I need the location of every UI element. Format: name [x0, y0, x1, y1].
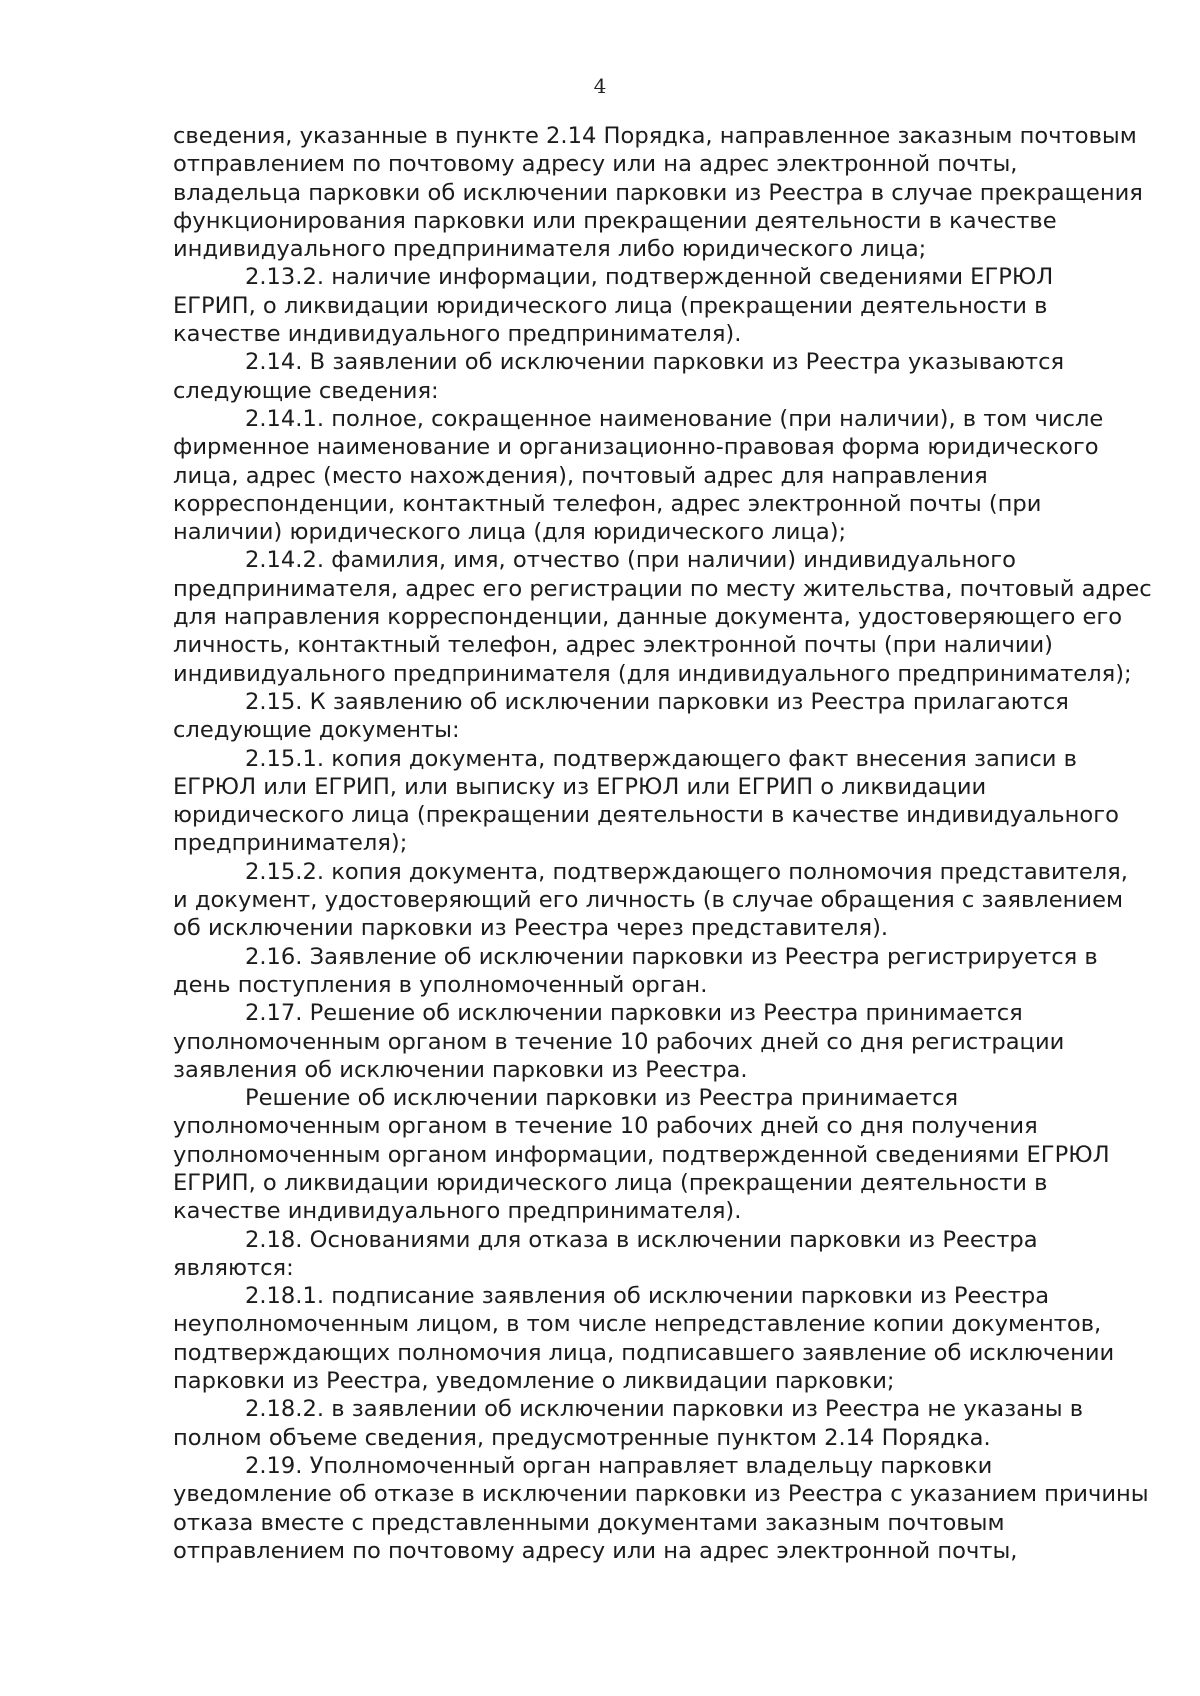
paragraph-2-14: 2.14. В заявлении об исключении парковки из Реестра указываются следующие сведения: — [173, 349, 1065, 404]
paragraph-2-14-1: 2.14.1. полное, сокращенное наименование (при наличии), в том числе фирменное наименование и организационно-правовая форма юридического лица, адрес (место нахождения), почтовый адрес для направления корреспонденции, контактный телефон, адрес электронной почты (при наличии) юридического лица (для юридического лица); — [173, 405, 1104, 546]
paragraph-2-13-2: 2.13.2. наличие информации, подтвержденной сведениями ЕГРЮЛ ЕГРИП, о ликвидации юридического лица (прекращении деятельности в качестве индивидуального предпринимателя). — [173, 264, 1054, 348]
document-body — [173, 122, 1155, 1565]
paragraph-2-15-2: 2.15.2. копия документа, подтверждающего полномочия представителя, и документ, удостоверяющий его личность (в случае обращения с заявлением об исключении парковки из Реестра через представителя). — [173, 858, 1128, 942]
paragraph-2-15-1: 2.15.1. копия документа, подтверждающего факт внесения записи в ЕГРЮЛ или ЕГРИП, или выписку из ЕГРЮЛ или ЕГРИП о ликвидации юридического лица (прекращении деятельности в качестве индивидуального предпринимателя); — [173, 745, 1119, 857]
paragraph-2-16: 2.16. Заявление об исключении парковки из Реестра регистрируется в день поступления в уполномоченный орган. — [173, 943, 1098, 998]
page-number: 4 — [593, 74, 607, 98]
paragraph-continuation: сведения, указанные в пункте 2.14 Порядка, направленное заказным почтовым отправлением по почтовому адресу или на адрес электронной почты, владельца парковки об исключении парковки из Реестра в случае прекращения функционирования парковки или прекращении деятельности в качестве индивидуального предпринимателя либо юридического лица; — [173, 123, 1143, 263]
paragraph-2-18: 2.18. Основаниями для отказа в исключении парковки из Реестра являются: — [173, 1226, 1038, 1281]
paragraph-2-14-2: 2.14.2. фамилия, имя, отчество (при наличии) индивидуального предпринимателя, адрес его регистрации по месту жительства, почтовый адрес для направления корреспонденции, данные документа, удостоверяющего его личность, контактный телефон, адрес электронной почты (при наличии) индивидуального предпринимателя (для индивидуального предпринимателя); — [173, 547, 1152, 687]
paragraph-2-15: 2.15. К заявлению об исключении парковки из Реестра прилагаются следующие документы: — [173, 688, 1069, 744]
paragraph-2-17: 2.17. Решение об исключении парковки из Реестра принимается уполномоченным органом в течение 10 рабочих дней со дня регистрации заявления об исключении парковки из Реестра. — [173, 1000, 1065, 1083]
paragraph-2-19: 2.19. Уполномоченный орган направляет владельцу парковки уведомление об отказе в исключении парковки из Реестра с указанием причины отказа вместе с представленными документами заказным почтовым отправлением по почтовому адресу или на адрес электронной почты, — [173, 1452, 1149, 1564]
paragraph-2-18-1: 2.18.1. подписание заявления об исключении парковки из Реестра неуполномоченным лицом, в том числе непредставление копии документов, подтверждающих полномочия лица, подписавшего заявление об исключении парковки из Реестра, уведомление о ликвидации парковки; — [173, 1283, 1115, 1395]
paragraph-2-18-2: 2.18.2. в заявлении об исключении парковки из Реестра не указаны в полном объеме сведения, предусмотренные пунктом 2.14 Порядка. — [173, 1396, 1084, 1451]
paragraph-2-17-decision: Решение об исключении парковки из Реестра принимается уполномоченным органом в течение 10 рабочих дней со дня получения уполномоченным органом информации, подтвержденной сведениями ЕГРЮЛ ЕГРИП, о ликвидации юридического лица (прекращении деятельности в качестве индивидуального предпринимателя). — [173, 1085, 1110, 1225]
